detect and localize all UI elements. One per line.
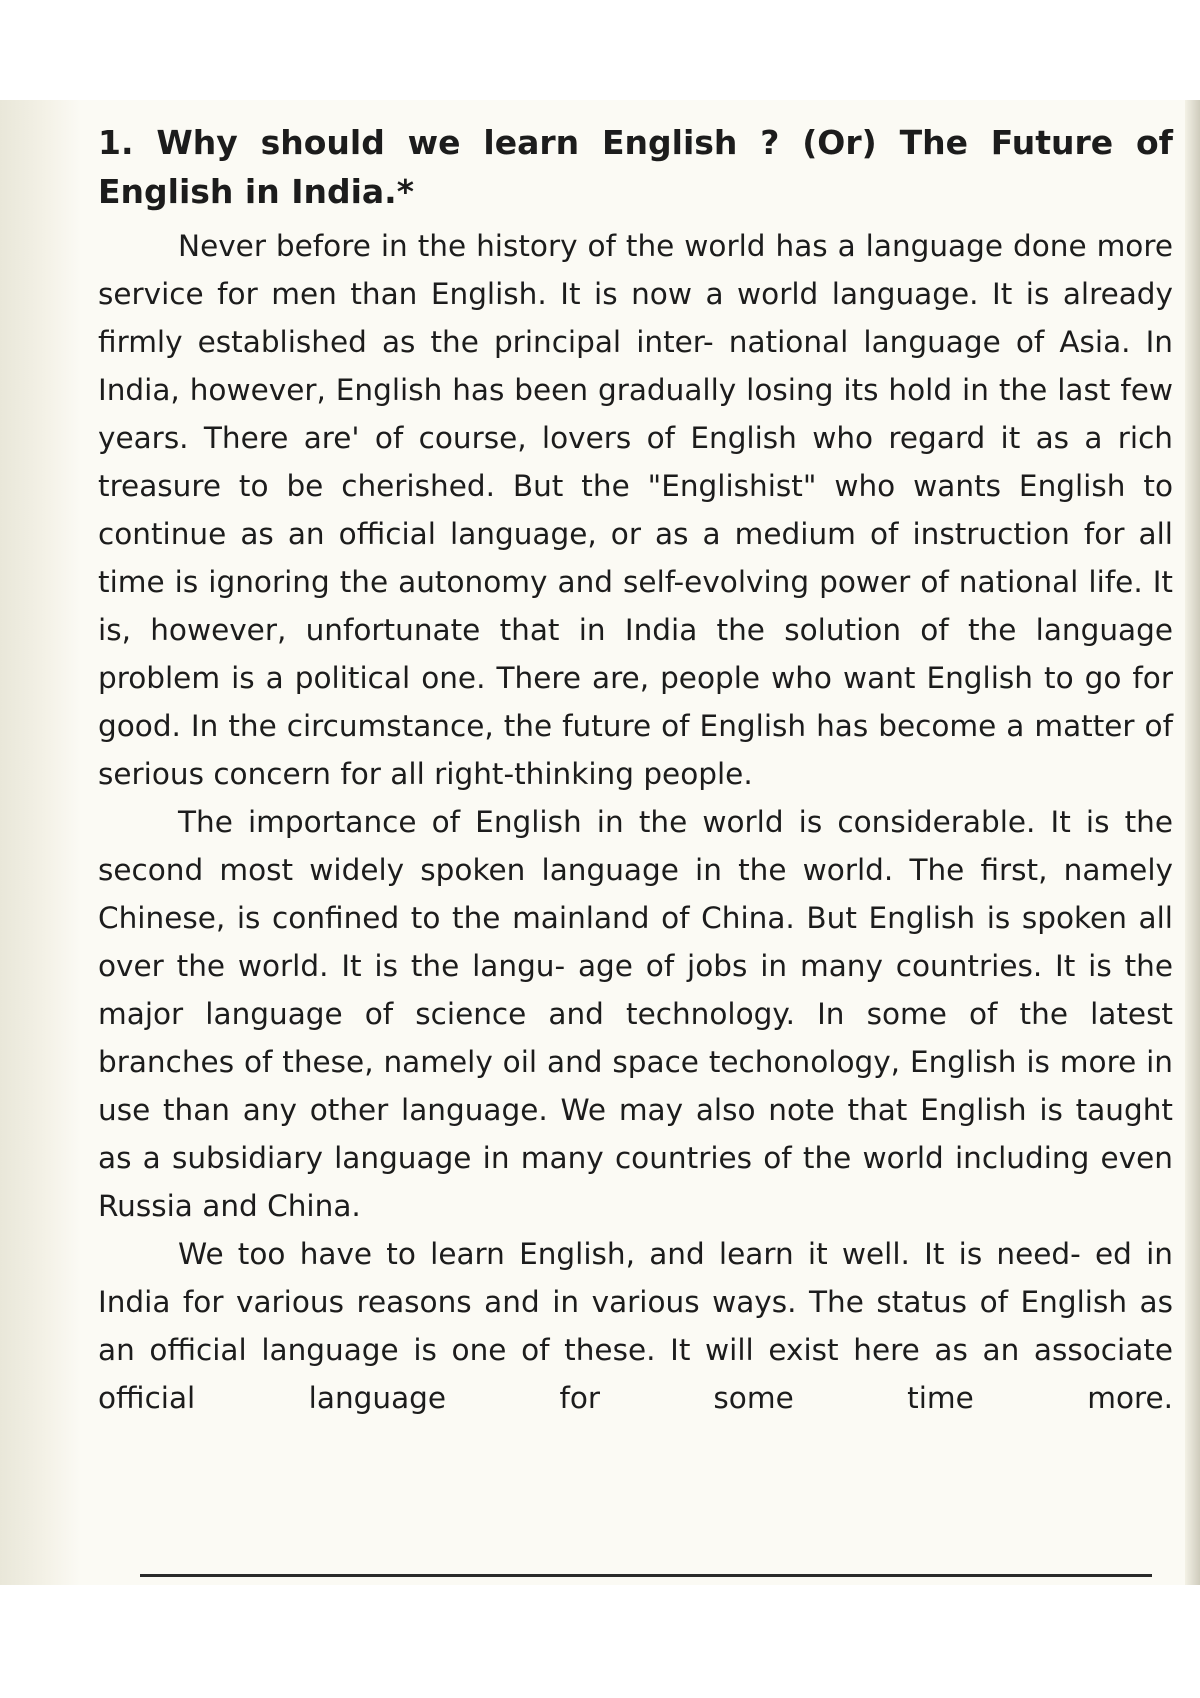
bottom-rule <box>140 1574 1152 1577</box>
paragraph-3: We too have to learn English, and learn it well. It is need- ed in India for various reasons and in various ways. The status of English as an official language is one of these. It will exist here as an associate official language for some time more. <box>98 1237 1173 1415</box>
essay-heading: 1. Why should we learn English ? (Or) The Future of English in India.* <box>98 123 1173 211</box>
paragraph-1: Never before in the history of the world has a language done more service for men than English. It is now a world language. It is already firmly established as the principal inter- national language of Asia. In India, however, English has been gradually losing its hold in the last few years. There are' of course, lovers of English who regard it as a rich treasure to be cherished. But the "Englishist" who wants English to continue as an official language, or as a medium of instruction for all time is ignoring the autonomy and self-evolving power of national life. It is, however, unfortunate that in India the solution of the language problem is a political one. There are, people who want English to go for good. In the circumstance, the future of English has become a matter of serious concern for all right-thinking people. <box>98 229 1173 791</box>
scanned-page <box>0 100 1200 1585</box>
page-text <box>98 118 1173 1422</box>
page-left-shadow <box>0 100 80 1585</box>
paragraph-2: The importance of English in the world is considerable. It is the second most widely spoken language in the world. The first, namely Chinese, is confined to the mainland of China. But English is spoken all over the world. It is the langu- age of jobs in many countries. It is the major language of science and technology. In some of the latest branches of these, namely oil and space techonology, English is more in use than any other language. We may also note that English is taught as a subsidiary language in many countries of the world including even Russia and China. <box>98 805 1173 1223</box>
page-right-edge <box>1185 100 1200 1585</box>
